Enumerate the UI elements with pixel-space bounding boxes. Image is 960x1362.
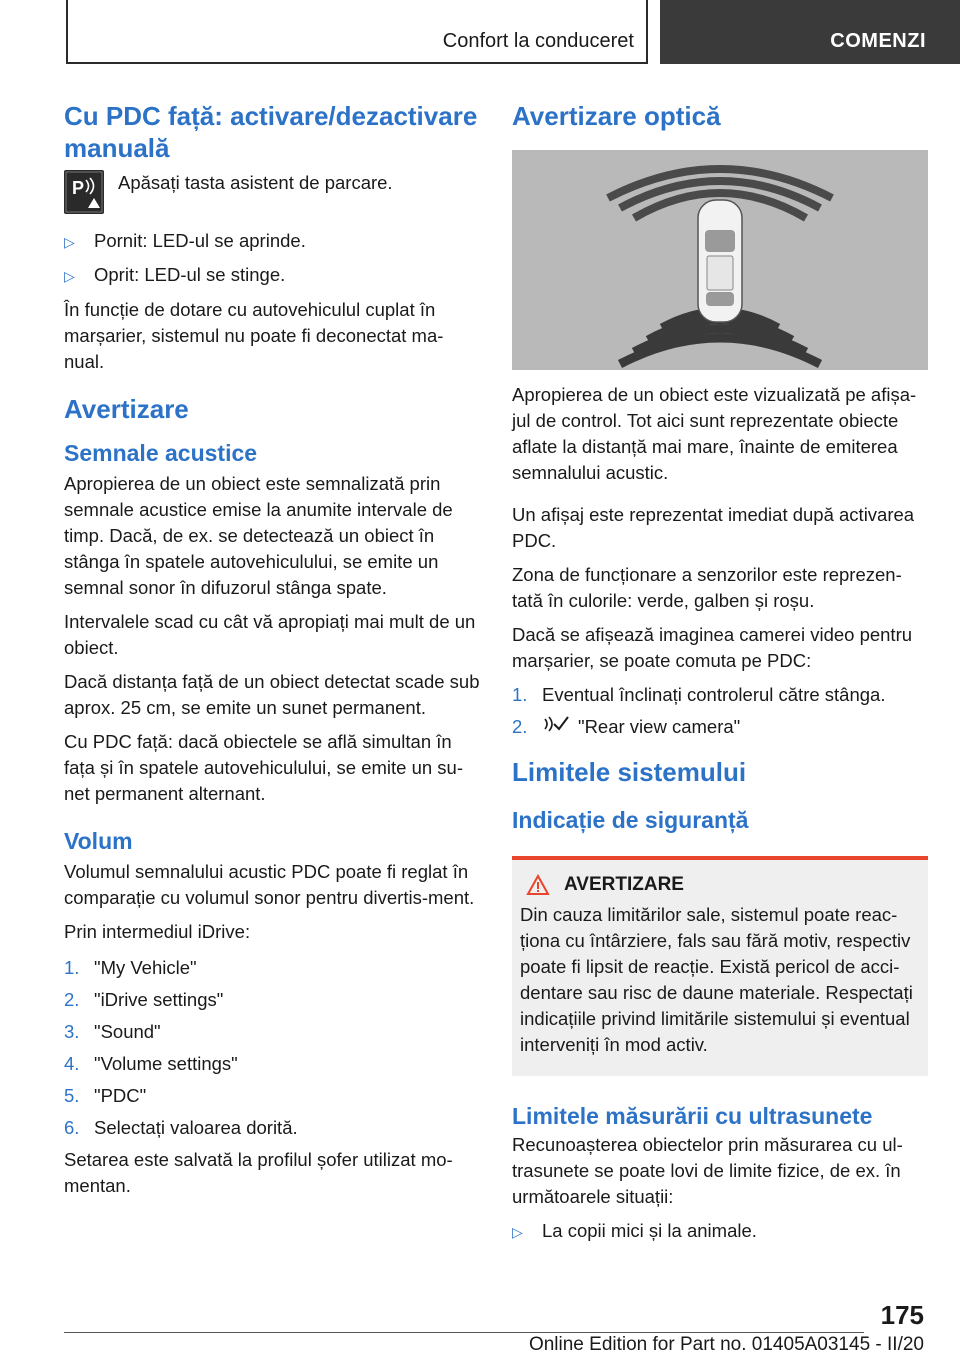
paragraph: Apropierea de un obiect este vizualizată pe afișa-jul de control. Tot aici sunt reprezentate obiecte aflate la distanță mai mare, înainte de emiterea semnalului acustic. (512, 384, 917, 483)
header-section-title: Confort la conduceret (442, 30, 634, 52)
heading-safety-note: Indicație de siguranță (512, 807, 749, 833)
step-text: "Rear view camera" (578, 716, 741, 737)
paragraph: Zona de funcționare a senzorilor este reprezen-tată în culorile: verde, galben și roșu. (512, 564, 902, 611)
idrive-steps-list (64, 955, 480, 1141)
led-status-list (64, 228, 480, 289)
list-item (64, 1115, 480, 1141)
paragraph: Recunoașterea obiectelor prin măsurarea cu ul-trasunete se poate lovi de limite fizice, de ex. în următoarele situații: (512, 1134, 903, 1207)
step-number: 2. (512, 716, 528, 737)
heading-optical-warning: Avertizare optică (512, 101, 721, 131)
step-text: "Sound" (94, 1021, 161, 1042)
trailer-note: În funcție de dotare cu autovehiculul cuplat în marșarier, sistemul nu poate fi deconectat ma-nual. (64, 299, 444, 372)
list-item (64, 1083, 480, 1109)
triangle-bullet-icon: ▷ (64, 234, 75, 250)
car-top-view-illustration (512, 150, 928, 370)
step-number: 4. (64, 1053, 80, 1074)
step-number: 3. (64, 1021, 80, 1042)
heading-warning: Avertizare (64, 394, 189, 424)
list-item (64, 1051, 480, 1077)
paragraph: Volumul semnalului acustic PDC poate fi reglat în comparație cu volumul sonor pentru divertis-ment. (64, 861, 475, 908)
list-item (64, 955, 480, 981)
page-number: 175 (880, 1300, 924, 1330)
step-number: 1. (64, 957, 80, 978)
paragraph: Dacă distanța față de un obiect detectat scade sub aprox. 25 cm, se emite un sunet permanent. (64, 671, 480, 718)
step-number: 2. (64, 989, 80, 1010)
warning-box (512, 856, 928, 1076)
pdc-camera-icon (542, 714, 570, 740)
list-item (64, 262, 480, 289)
header-section-tab (66, 0, 648, 64)
paragraph: Un afișaj este reprezentat imediat după activarea PDC. (512, 504, 915, 551)
heading-pdc-front: Cu PDC față: activare/dezactivare manuală (64, 101, 478, 163)
paragraph: Intervalele scad cu cât vă apropiați mai mult de un obiect. (64, 611, 476, 658)
step-text: "Volume settings" (94, 1053, 238, 1074)
warning-triangle-icon (526, 874, 550, 896)
step-text: Selectați valoarea dorită. (94, 1117, 298, 1138)
heading-ultrasound-limits: Limitele măsurării cu ultrasunete (512, 1103, 873, 1129)
paragraph: Cu PDC față: dacă obiectele se află simultan în fața și în spatele autovehiculului, se emite un su-net permanent alternant. (64, 731, 464, 804)
list-item-text: La copii mici și la animale. (542, 1220, 757, 1241)
pdc-display-image (512, 150, 928, 370)
heading-system-limits: Limitele sistemului (512, 757, 747, 787)
switch-steps-list (512, 682, 928, 740)
left-column (64, 100, 480, 1207)
step-text: "iDrive settings" (94, 989, 224, 1010)
heading-acoustic-signals: Semnale acustice (64, 440, 258, 466)
footer-divider (64, 1332, 864, 1333)
list-item (64, 1019, 480, 1045)
right-column (512, 100, 928, 1253)
list-item (512, 682, 928, 708)
list-item (64, 228, 480, 255)
list-item (512, 714, 928, 740)
list-item-text: Oprit: LED-ul se stinge. (94, 264, 286, 285)
warning-text: Din cauza limitărilor sale, sistemul poate reac-ționa cu întârziere, fals sau fără motiv, respectiv poate fi lipsit de reacție. Există pericol de acci-dentare sau risc de daune materiale. Respectați indicațiile privind limitările sistemului și eventual interveniți în mod activ. (520, 904, 913, 1055)
list-item-text: Pornit: LED-ul se aprinde. (94, 230, 306, 251)
svg-text:P: P (72, 178, 85, 198)
paragraph: Prin intermediul iDrive: (64, 921, 251, 942)
parking-assistant-button-icon (64, 170, 104, 214)
triangle-bullet-icon: ▷ (64, 268, 75, 284)
header-chapter-tab (660, 0, 960, 64)
list-item (64, 987, 480, 1013)
step-number: 1. (512, 684, 528, 705)
press-text: Apăsați tasta asistent de parcare. (118, 172, 393, 193)
paragraph: Setarea este salvată la profilul șofer utilizat mo-mentan. (64, 1149, 453, 1196)
paragraph: Dacă se afișează imaginea camerei video pentru marșarier, se poate comuta pe PDC: (512, 624, 913, 671)
step-text: "My Vehicle" (94, 957, 197, 978)
heading-volume: Volum (64, 828, 133, 854)
header-chapter-title: COMENZI (830, 30, 926, 52)
triangle-bullet-icon: ▷ (512, 1224, 523, 1240)
list-item (512, 1218, 928, 1245)
step-text: "PDC" (94, 1085, 147, 1106)
ultrasound-limits-list (512, 1218, 928, 1245)
footer-edition: Online Edition for Part no. 01405A03145 - II/20 (528, 1334, 924, 1355)
step-number: 6. (64, 1117, 80, 1138)
press-instruction (64, 170, 480, 214)
step-number: 5. (64, 1085, 80, 1106)
warning-title-row (520, 874, 920, 896)
paragraph: Apropierea de un obiect este semnalizată prin semnale acustice emise la anumite intervale de timp. Dacă, de ex. se detectează un obiect în stânga în spatele autovehiculului, se emite un semnal sonor în difuzorul stânga spate. (64, 473, 453, 598)
warning-title: AVERTIZARE (564, 874, 684, 895)
step-text: Eventual înclinați controlerul către stânga. (542, 684, 886, 705)
